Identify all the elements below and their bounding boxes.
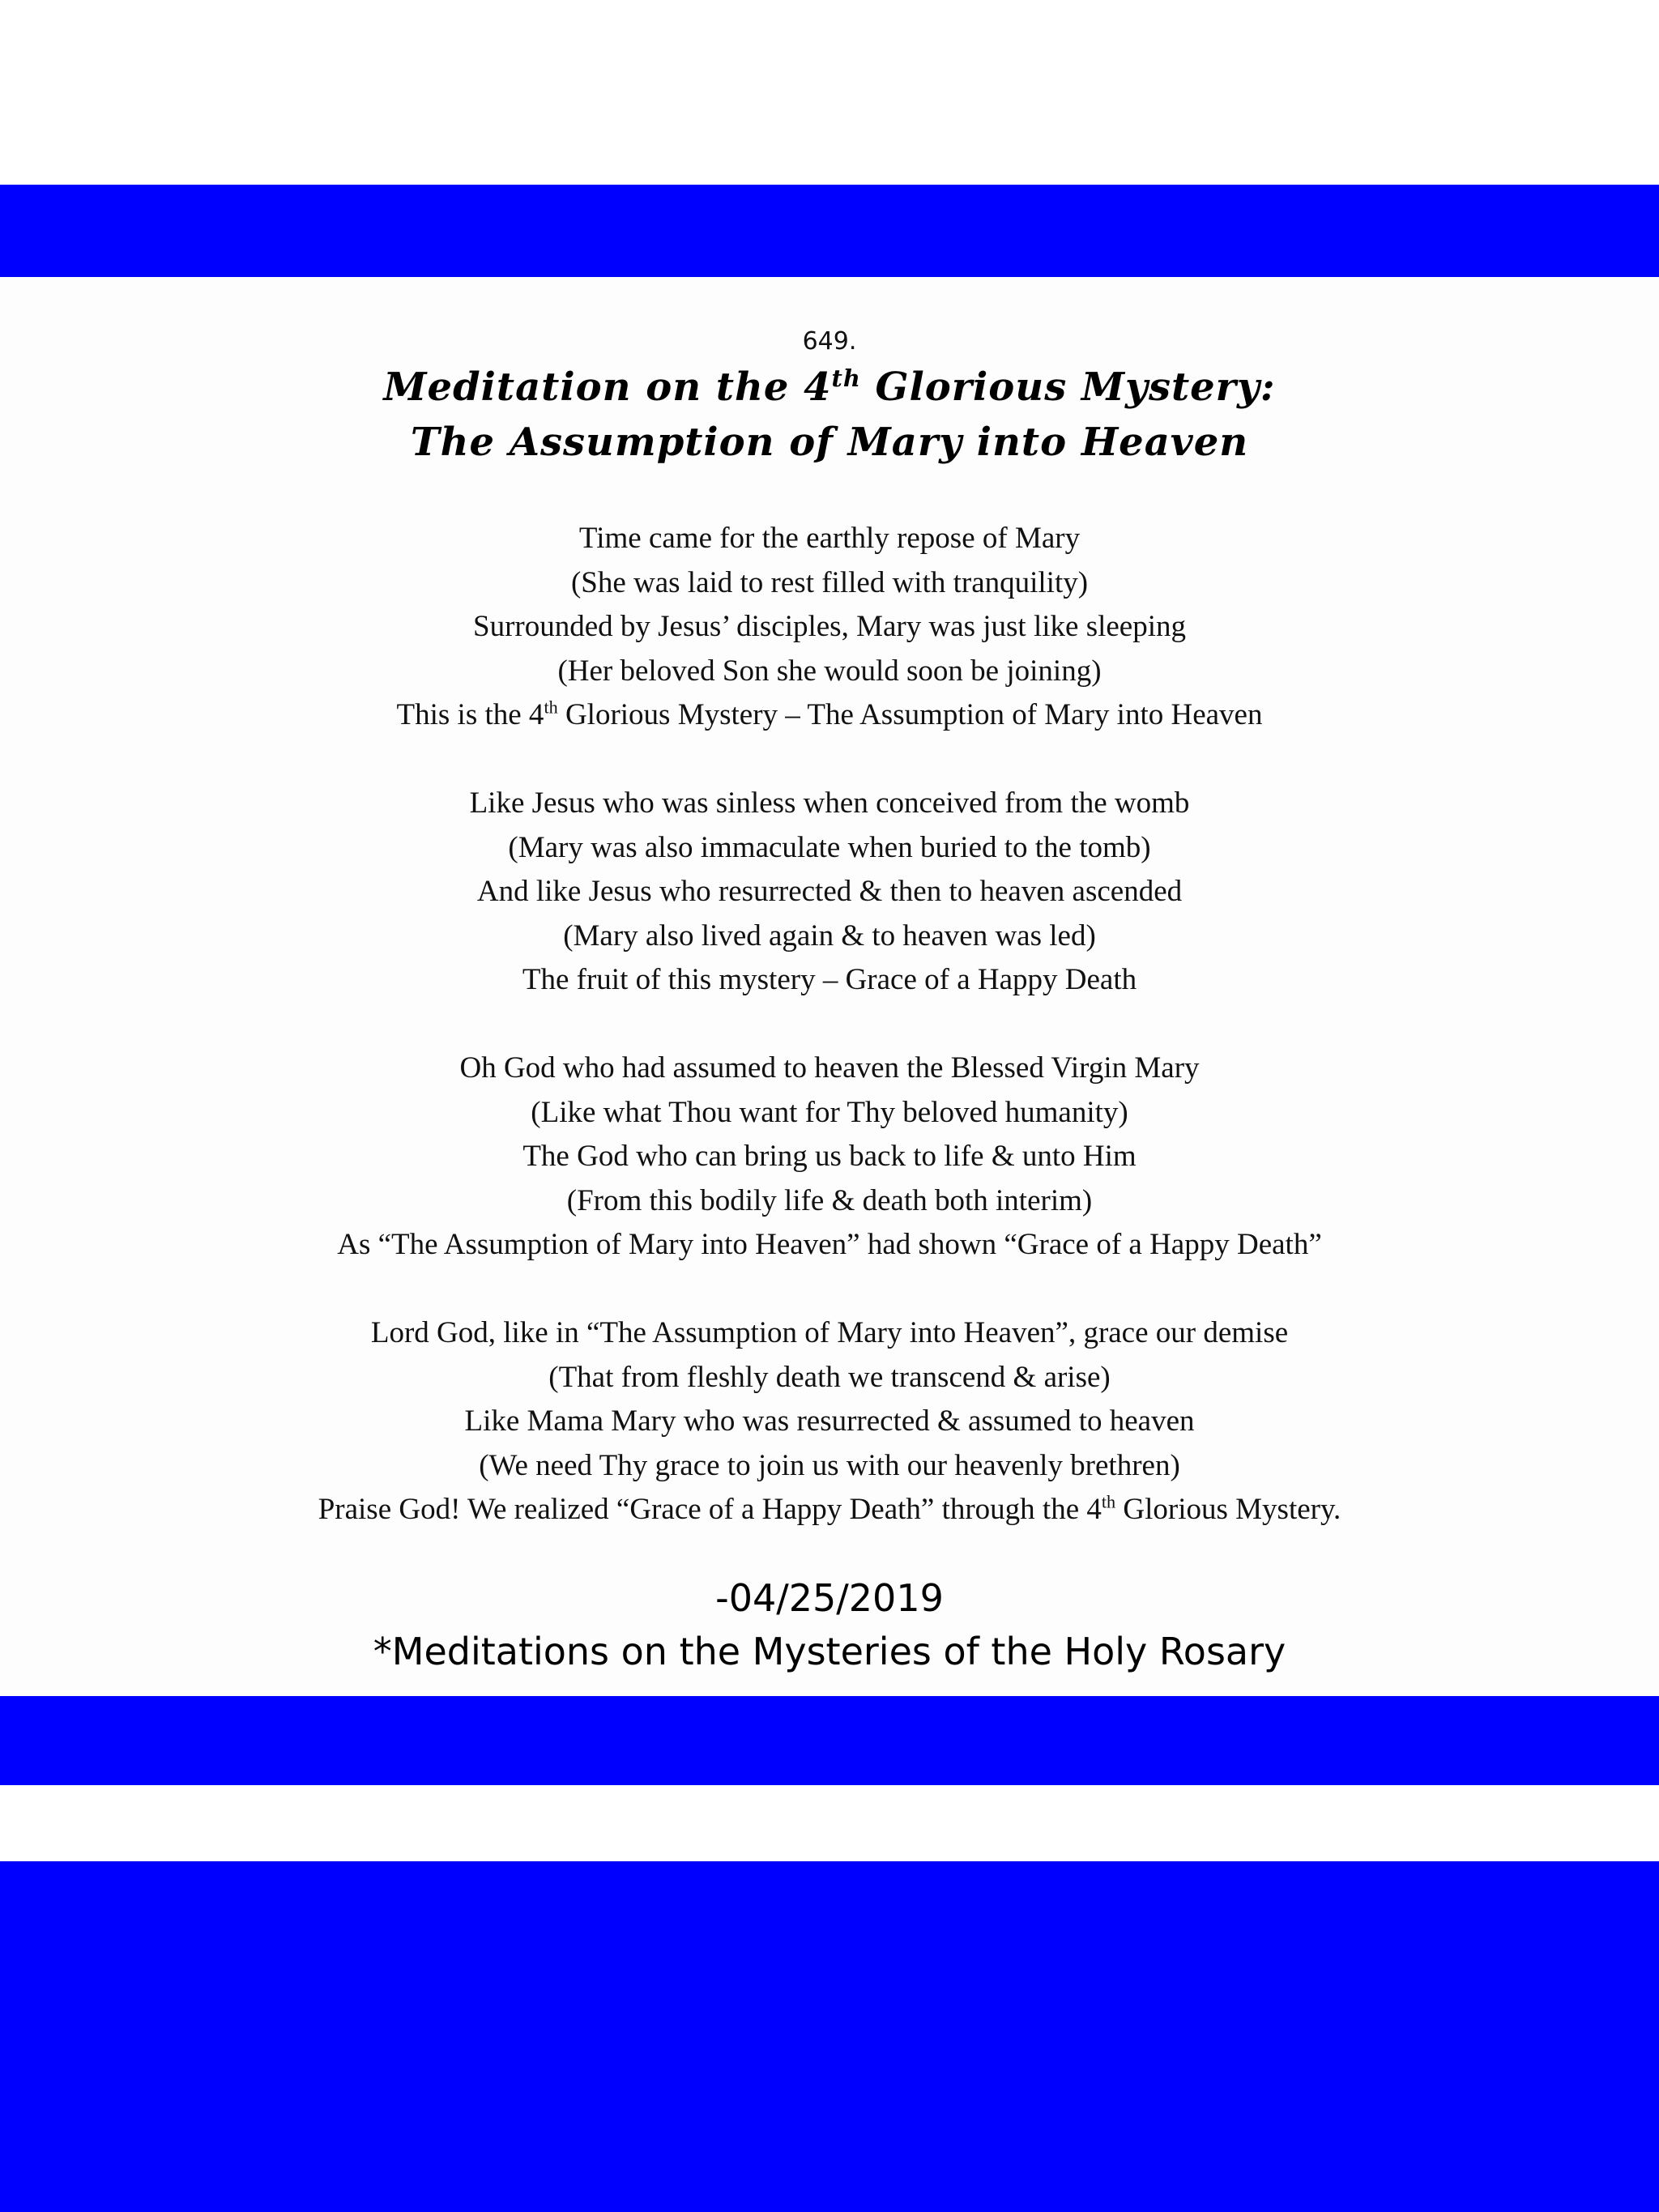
poem-line-prefix: This is the 4 bbox=[396, 698, 544, 732]
top-blue-band bbox=[0, 185, 1659, 277]
poem-line bbox=[0, 693, 1659, 738]
poem-line: (Like what Thou want for Thy beloved humanity) bbox=[531, 1095, 1128, 1129]
poem-line-prefix: Praise God! We realized “Grace of a Happy Death” through the 4 bbox=[318, 1493, 1102, 1527]
poem bbox=[0, 517, 1659, 1576]
poem-line: Time came for the earthly repose of Mary bbox=[578, 522, 1081, 555]
poem-line: (From this bodily life & death both interim) bbox=[566, 1183, 1093, 1217]
series-title: *Meditations on the Mysteries of the Holy Rosary bbox=[373, 1630, 1286, 1673]
poem-line: Lord God, like in “The Assumption of Mary into Heaven”, grace our demise bbox=[370, 1315, 1289, 1349]
poem-line: (Her beloved Son she would soon be joining) bbox=[557, 654, 1102, 688]
poem-line: Like Mama Mary who was resurrected & assumed to heaven bbox=[464, 1404, 1195, 1438]
stanza-4 bbox=[0, 1311, 1659, 1532]
poem-line: As “The Assumption of Mary into Heaven” had shown “Grace of a Happy Death” bbox=[337, 1228, 1322, 1262]
title-line-1-superscript: th bbox=[831, 364, 861, 392]
poem-line bbox=[0, 1488, 1659, 1532]
title-line-1-prefix: Meditation on the 4 bbox=[383, 364, 832, 410]
poem-line: (That from fleshly death we transcend & arise) bbox=[548, 1360, 1111, 1394]
poem-line: Surrounded by Jesus’ disciples, Mary was just like sleeping bbox=[473, 610, 1186, 644]
stanza-2 bbox=[0, 782, 1659, 1003]
poem-line: The fruit of this mystery – Grace of a Happy Death bbox=[522, 963, 1137, 997]
title-line-1 bbox=[0, 364, 1659, 410]
meditation-content bbox=[0, 277, 1659, 1696]
middle-blue-band bbox=[0, 1696, 1659, 1785]
meditation-number: 649. bbox=[802, 327, 857, 356]
poem-line: (Mary also lived again & to heaven was led) bbox=[563, 918, 1096, 953]
poem-line-superscript: th bbox=[1101, 1491, 1116, 1512]
stanza-3 bbox=[0, 1046, 1659, 1268]
poem-line: And like Jesus who resurrected & then to heaven ascended bbox=[476, 875, 1183, 909]
poem-line-superscript: th bbox=[544, 697, 558, 718]
poem-line: (She was laid to rest filled with tranquility) bbox=[570, 565, 1089, 599]
poem-line: (We need Thy grace to join us with our heavenly brethren) bbox=[479, 1448, 1180, 1482]
poem-line: Oh God who had assumed to heaven the Blessed Virgin Mary bbox=[459, 1051, 1200, 1085]
date-line: -04/25/2019 bbox=[715, 1576, 944, 1620]
poem-line: The God who can bring us back to life & unto Him bbox=[522, 1140, 1137, 1174]
poem-line-suffix: Glorious Mystery – The Assumption of Mary into Heaven bbox=[557, 698, 1263, 732]
title-line-1-suffix: Glorious Mystery: bbox=[860, 364, 1276, 410]
title-line-2: The Assumption of Mary into Heaven bbox=[410, 420, 1249, 465]
stanza-1 bbox=[0, 517, 1659, 738]
bottom-blue-band bbox=[0, 1861, 1659, 2212]
poem-line: Like Jesus who was sinless when conceived from the womb bbox=[469, 786, 1190, 820]
poem-line-suffix: Glorious Mystery. bbox=[1115, 1493, 1341, 1527]
poem-line: (Mary was also immaculate when buried to the tomb) bbox=[508, 830, 1151, 864]
